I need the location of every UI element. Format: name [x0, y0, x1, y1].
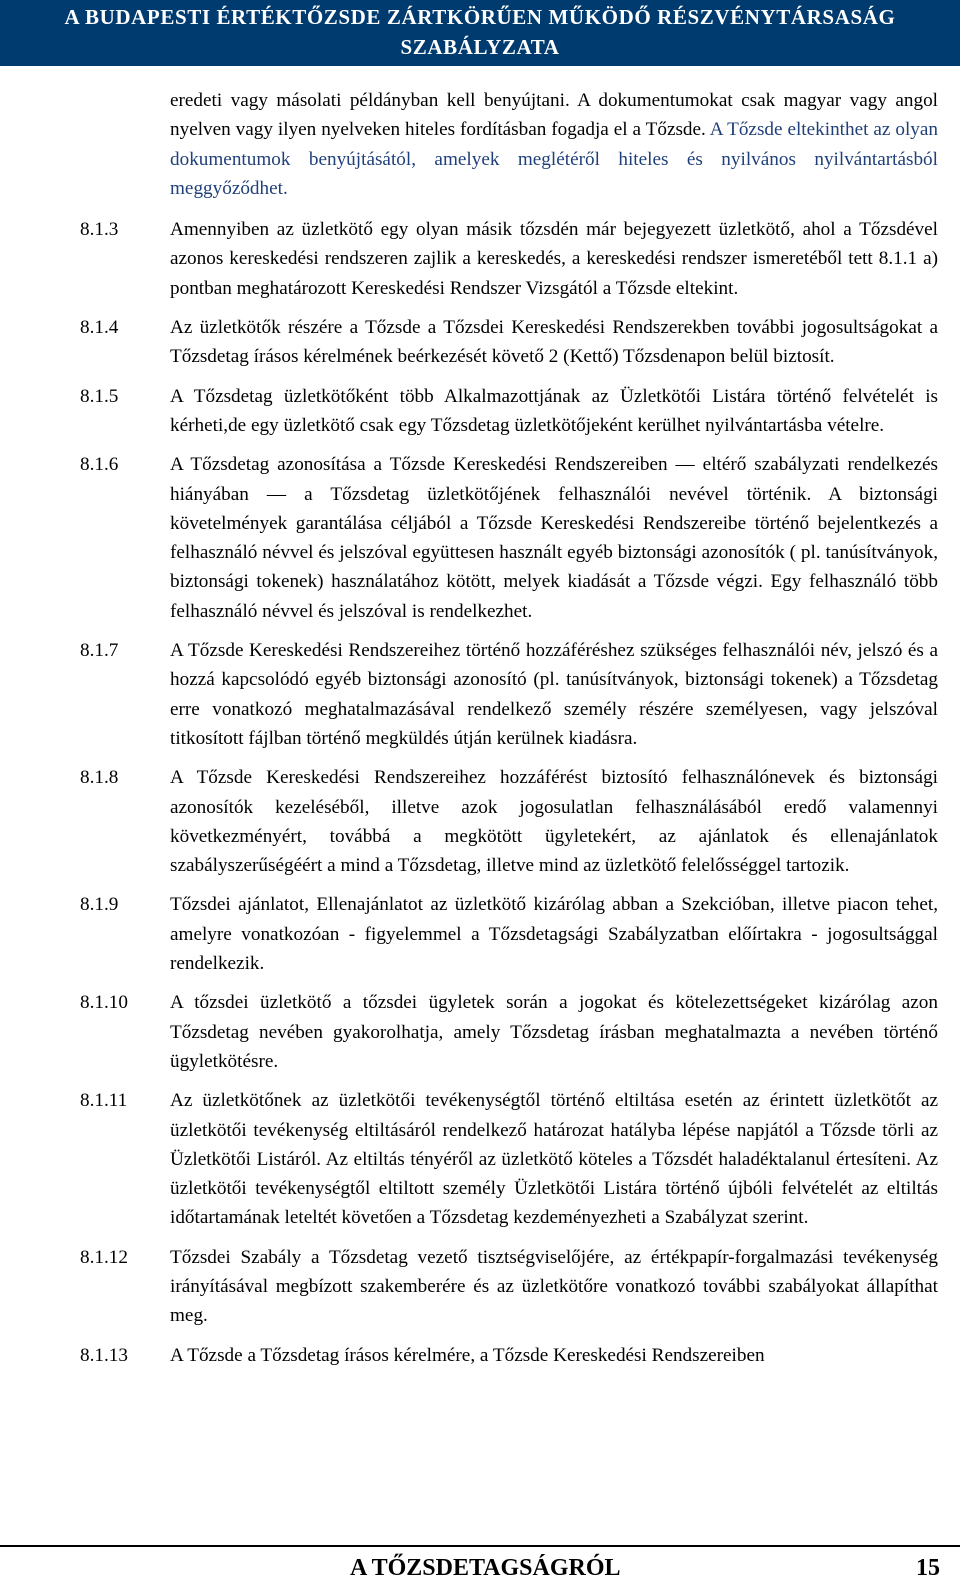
footer-chapter-title: A TŐZSDETAGSÁGRÓL [350, 1555, 621, 1581]
paragraph-number: 8.1.13 [80, 1344, 128, 1366]
paragraph-text: Az üzletkötők részére a Tőzsde a Tőzsdei Kereskedési Rendszerekben további jogosultságokat a Tőzsdetag írásos kérelmének beérkezését követő 2 (Kettő) Tőzsdenapon belül biztosít. [170, 317, 938, 368]
paragraph-8-1-11 [80, 1086, 938, 1232]
paragraph-number: 8.1.6 [80, 454, 119, 476]
paragraph-text: A Tőzsdetag üzletkötőként több Alkalmazottjának az Üzletkötői Listára történő felvételét is kérheti,de egy üzletkötő csak egy Tőzsdetag üzletkötőjeként kerülhet nyilvántartásba vételre. [170, 385, 938, 436]
paragraph-8-1-6 [80, 450, 938, 626]
paragraph-8-1-5 [80, 382, 938, 441]
paragraph-number: 8.1.10 [80, 992, 128, 1014]
paragraph-8-1-3 [80, 215, 938, 303]
paragraph-8-1-12 [80, 1243, 938, 1331]
paragraph-text: A Tőzsde a Tőzsdetag írásos kérelmére, a Tőzsde Kereskedési Rendszereiben [170, 1344, 765, 1366]
paragraph-text: A Tőzsdetag azonosítása a Tőzsde Kereskedési Rendszereiben — eltérő szabályzati rendelkezés hiányában — a Tőzsdetag üzletkötőjének felhasználói nevével történik. A biztonsági követelmények garantálása céljából a Tőzsde Kereskedési Rendszereibe történő bejelentkezés a felhasználó névvel és jelszóval együttesen használt egyéb biztonsági azonosítók ( pl. tanúsítványok, biztonsági tokenek) használatához kötött, melyek kiadását a Tőzsde végzi. Egy felhasználó több felhasználó névvel és jelszóval is rendelkezhet. [170, 454, 938, 622]
paragraph-number: 8.1.11 [80, 1090, 128, 1112]
paragraph-number: 8.1.9 [80, 894, 119, 916]
paragraph-8-1-4 [80, 313, 938, 372]
paragraph-8-1-7 [80, 636, 938, 753]
paragraph-text: Tőzsdei ajánlatot, Ellenajánlatot az üzletkötő kizárólag abban a Szekcióban, illetve piacon tehet, amelyre vonatkozóan - figyelemmel a Tőzsdetagsági Szabályzatban előírtakra - jogosultsággal rendelkezik. [170, 894, 938, 975]
intro-text: eredeti vagy másolati példányban kell benyújtani. A dokumentumokat csak magyar vagy angol nyelven vagy ilyen nyelveken hiteles fordításban fogadja el a Tőzsde. [170, 90, 938, 141]
header-title-line1: A BUDAPESTI ÉRTÉKTŐZSDE ZÁRTKÖRŰEN MŰKÖDŐ RÉSZVÉNYTÁRSASÁG [64, 5, 896, 29]
intro-text-highlight: A Tőzsde eltekinthet az olyan dokumentumok benyújtásától, amelyek meglétéről hiteles és nyilvános nyilvántartásból meggyőződhet. [170, 119, 938, 199]
paragraph-text: A Tőzsde Kereskedési Rendszereihez történő hozzáféréshez szükséges felhasználói név, jelszó és a hozzá kapcsolódó egyéb biztonsági azonosító (pl. tanúsítványok, biztonsági tokenek) a Tőzsdetag erre vonatkozó meghatalmazásával rendelkező személy részére személyesen, vagy jelszóval titkosított fájlban történő megküldés útján kerülnek kiadásra. [170, 640, 938, 749]
paragraph-8-1-8 [80, 763, 938, 880]
paragraph-number: 8.1.7 [80, 640, 119, 662]
paragraph-number: 8.1.5 [80, 385, 119, 407]
paragraph-8-1-9 [80, 890, 938, 978]
paragraph-text: Amennyiben az üzletkötő egy olyan másik tőzsdén már bejegyezett üzletkötő, ahol a Tőzsdével azonos kereskedési rendszeren zajlik a kereskedés, a kereskedési rendszer ismeretéből tett 8.1.1 a) pontban meghatározott Kereskedési Rendszer Vizsgától a Tőzsde eltekint. [170, 219, 938, 299]
paragraph-text: Az üzletkötőnek az üzletkötői tevékenységtől történő eltiltása esetén az érintett üzletkötőt az üzletkötői tevékenység eltiltásáról rendelkező határozat hatályba lépése napjától a Tőzsde törli az Üzletkötői Listáról. Az eltiltás tényéről az üzletkötő köteles a Tőzsdét haladéktalanul értesíteni. Az üzletkötői tevékenységtől eltiltott személy Üzletkötői Listára történő újbóli felvételét az eltiltás időtartamának leteltét követően a Tőzsdetag kezdeményezheti a Szabályzat szerint. [170, 1090, 938, 1229]
paragraph-8-1-13 [80, 1341, 938, 1370]
paragraph-number: 8.1.12 [80, 1246, 128, 1268]
document-body [80, 86, 938, 1380]
paragraph-number: 8.1.4 [80, 317, 119, 339]
paragraph-text: Tőzsdei Szabály a Tőzsdetag vezető tisztségviselőjére, az értékpapír-forgalmazási tevékenység irányításával megbízott szakemberére és az üzletkötőre vonatkozó további szabályokat állapíthat meg. [170, 1246, 938, 1327]
paragraph-number: 8.1.3 [80, 219, 119, 241]
document-header [0, 0, 960, 66]
paragraph-8-1-10 [80, 988, 938, 1076]
paragraph-text: A tőzsdei üzletkötő a tőzsdei ügyletek során a jogokat és kötelezettségeket kizárólag azon Tőzsdetag nevében gyakorolhatja, amely Tőzsdetag írásban meghatalmazta a nevében történő ügyletkötésre. [170, 992, 938, 1072]
paragraph-number: 8.1.8 [80, 767, 119, 789]
page-number: 15 [916, 1555, 940, 1581]
document-footer [0, 1545, 960, 1587]
header-title-line2: SZABÁLYZATA [400, 35, 560, 59]
paragraph-text: A Tőzsde Kereskedési Rendszereihez hozzáférést biztosító felhasználónevek és biztonsági azonosítók kezeléséből, illetve azok jogosulatlan felhasználásából eredő valamennyi következményért, továbbá a megkötött ügyletekért, az ajánlatok és ellenajánlatok szabályszerűségéért a mind a Tőzsdetag, illetve mind az üzletkötő felelősséggel tartozik. [170, 767, 938, 877]
intro-paragraph [80, 86, 938, 203]
